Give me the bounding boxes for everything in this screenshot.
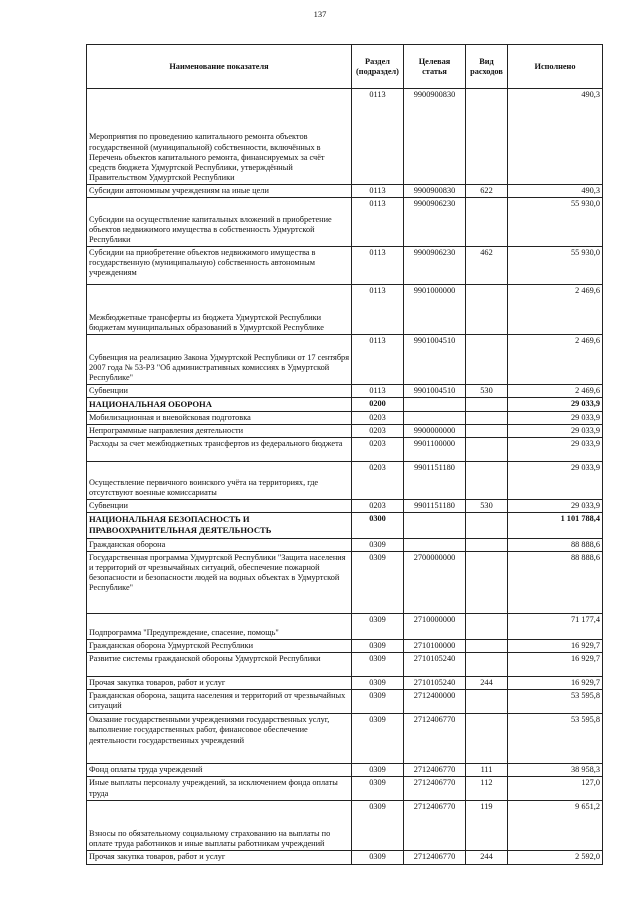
row-name: Субвенция на реализацию Закона Удмуртской Республики от 17 сентября 2007 года № 53-РЗ "Об административных комиссиях в Удмуртской Республике" <box>87 335 352 385</box>
row-target-article: 9900000000 <box>404 424 466 437</box>
row-executed: 9 651,2 <box>508 801 603 851</box>
row-section: 0113 <box>352 335 404 385</box>
row-section: 0309 <box>352 764 404 777</box>
row-executed: 88 888,6 <box>508 539 603 552</box>
row-expense-type <box>466 614 508 640</box>
row-executed: 55 930,0 <box>508 198 603 247</box>
row-executed: 29 033,9 <box>508 461 603 499</box>
table-row <box>87 552 603 614</box>
table-header-row <box>87 45 603 89</box>
row-target-article <box>404 513 466 539</box>
table-row <box>87 411 603 424</box>
row-name: Гражданская оборона, защита населения и территорий от чрезвычайных ситуаций <box>87 690 352 714</box>
row-section: 0309 <box>352 714 404 764</box>
row-expense-type: 111 <box>466 764 508 777</box>
row-target-article <box>404 398 466 411</box>
row-expense-type <box>466 198 508 247</box>
table-row <box>87 198 603 247</box>
row-target-article: 9900906230 <box>404 247 466 285</box>
row-target-article: 9901004510 <box>404 385 466 398</box>
table-row <box>87 385 603 398</box>
row-target-article: 9901000000 <box>404 285 466 335</box>
table-row <box>87 461 603 499</box>
table-row <box>87 499 603 512</box>
row-expense-type <box>466 653 508 677</box>
row-section: 0309 <box>352 677 404 690</box>
row-section: 0113 <box>352 247 404 285</box>
table-row <box>87 89 603 185</box>
row-target-article <box>404 539 466 552</box>
row-section: 0309 <box>352 777 404 801</box>
row-expense-type <box>466 714 508 764</box>
row-name: Мероприятия по проведению капитального ремонта объектов государственной (муниципальной) собственности, включённых в Перечень объектов капитального ремонта, финансируемых за счёт средств бюджета Удмуртской Республики, утверждённый Правительством Удмуртской Республики <box>87 89 352 185</box>
row-target-article: 2710105240 <box>404 653 466 677</box>
page-number: 137 <box>313 9 327 19</box>
table-row <box>87 614 603 640</box>
row-name: Развитие системы гражданской обороны Удмуртской Республики <box>87 653 352 677</box>
row-name: Субсидии на осуществление капитальных вложений в приобретение объектов недвижимого имущества в собственность Удмуртской Республики <box>87 198 352 247</box>
table-row <box>87 185 603 198</box>
row-section: 0309 <box>352 552 404 614</box>
row-section: 0113 <box>352 185 404 198</box>
table-row <box>87 335 603 385</box>
table-row <box>87 437 603 461</box>
table-row <box>87 801 603 851</box>
row-section: 0309 <box>352 690 404 714</box>
row-target-article: 9900906230 <box>404 198 466 247</box>
row-target-article: 9901100000 <box>404 437 466 461</box>
row-executed: 490,3 <box>508 185 603 198</box>
row-expense-type <box>466 437 508 461</box>
table-row <box>87 677 603 690</box>
table-row <box>87 777 603 801</box>
row-executed: 53 595,8 <box>508 690 603 714</box>
row-name: НАЦИОНАЛЬНАЯ БЕЗОПАСНОСТЬ И ПРАВООХРАНИТЕЛЬНАЯ ДЕЯТЕЛЬНОСТЬ <box>87 513 352 539</box>
row-target-article: 2710100000 <box>404 640 466 653</box>
row-expense-type <box>466 690 508 714</box>
row-expense-type: 462 <box>466 247 508 285</box>
row-target-article <box>404 411 466 424</box>
table-row <box>87 690 603 714</box>
row-section: 0300 <box>352 513 404 539</box>
row-executed: 55 930,0 <box>508 247 603 285</box>
row-target-article: 2712400000 <box>404 690 466 714</box>
header-name: Наименование показателя <box>87 45 352 89</box>
row-name: Гражданская оборона <box>87 539 352 552</box>
row-section: 0203 <box>352 437 404 461</box>
row-expense-type: 530 <box>466 499 508 512</box>
row-name: Фонд оплаты труда учреждений <box>87 764 352 777</box>
row-expense-type: 530 <box>466 385 508 398</box>
row-section: 0203 <box>352 461 404 499</box>
row-name: Субсидии автономным учреждениям на иные цели <box>87 185 352 198</box>
table-row <box>87 714 603 764</box>
row-expense-type <box>466 640 508 653</box>
header-section: Раздел (подраздел) <box>352 45 404 89</box>
row-name: Прочая закупка товаров, работ и услуг <box>87 677 352 690</box>
row-name: Межбюджетные трансферты из бюджета Удмуртской Республики бюджетам муниципальных образований в Удмуртской Республике <box>87 285 352 335</box>
row-executed: 16 929,7 <box>508 653 603 677</box>
row-section: 0309 <box>352 539 404 552</box>
row-target-article: 2712406770 <box>404 777 466 801</box>
row-expense-type <box>466 89 508 185</box>
row-executed: 88 888,6 <box>508 552 603 614</box>
row-section: 0309 <box>352 801 404 851</box>
table-row <box>87 398 603 411</box>
row-name: Расходы за счет межбюджетных трансфертов из федерального бюджета <box>87 437 352 461</box>
row-executed: 29 033,9 <box>508 499 603 512</box>
row-section: 0309 <box>352 614 404 640</box>
row-expense-type <box>466 513 508 539</box>
row-name: Гражданская оборона Удмуртской Республики <box>87 640 352 653</box>
table-row <box>87 285 603 335</box>
row-expense-type: 112 <box>466 777 508 801</box>
table-row <box>87 764 603 777</box>
row-executed: 1 101 788,4 <box>508 513 603 539</box>
row-name: Взносы по обязательному социальному страхованию на выплаты по оплате труда работников и иные выплаты работникам учреждений <box>87 801 352 851</box>
row-expense-type <box>466 398 508 411</box>
row-target-article: 2712406770 <box>404 851 466 865</box>
row-target-article: 9901151180 <box>404 461 466 499</box>
row-section: 0309 <box>352 851 404 865</box>
row-section: 0309 <box>352 653 404 677</box>
row-executed: 29 033,9 <box>508 424 603 437</box>
row-executed: 29 033,9 <box>508 411 603 424</box>
row-executed: 16 929,7 <box>508 677 603 690</box>
row-executed: 53 595,8 <box>508 714 603 764</box>
table-row <box>87 640 603 653</box>
row-target-article: 9900900830 <box>404 185 466 198</box>
row-section: 0113 <box>352 89 404 185</box>
row-executed: 2 469,6 <box>508 335 603 385</box>
budget-execution-table <box>86 44 603 865</box>
row-executed: 490,3 <box>508 89 603 185</box>
row-section: 0309 <box>352 640 404 653</box>
row-target-article: 2712406770 <box>404 764 466 777</box>
header-expense-type: Вид расходов <box>466 45 508 89</box>
row-expense-type: 244 <box>466 677 508 690</box>
row-target-article: 2710105240 <box>404 677 466 690</box>
header-target-article: Целевая статья <box>404 45 466 89</box>
row-executed: 29 033,9 <box>508 437 603 461</box>
row-expense-type: 119 <box>466 801 508 851</box>
row-expense-type <box>466 424 508 437</box>
row-executed: 2 469,6 <box>508 285 603 335</box>
row-name: Субсидии на приобретение объектов недвижимого имущества в государственную (муниципальную) собственность автономным учреждениям <box>87 247 352 285</box>
row-target-article: 2712406770 <box>404 801 466 851</box>
row-name: Осуществление первичного воинского учёта на территориях, где отсутствуют военные комиссариаты <box>87 461 352 499</box>
row-executed: 38 958,3 <box>508 764 603 777</box>
row-name: Мобилизационная и вневойсковая подготовка <box>87 411 352 424</box>
table-row <box>87 851 603 865</box>
row-name: Иные выплаты персоналу учреждений, за исключением фонда оплаты труда <box>87 777 352 801</box>
row-executed: 2 469,6 <box>508 385 603 398</box>
row-executed: 29 033,9 <box>508 398 603 411</box>
row-section: 0113 <box>352 198 404 247</box>
header-executed: Исполнено <box>508 45 603 89</box>
table-row <box>87 424 603 437</box>
row-target-article: 2712406770 <box>404 714 466 764</box>
row-expense-type <box>466 552 508 614</box>
table-row <box>87 247 603 285</box>
row-target-article: 2710000000 <box>404 614 466 640</box>
row-expense-type <box>466 285 508 335</box>
row-name: Субвенции <box>87 385 352 398</box>
table-row <box>87 653 603 677</box>
row-executed: 71 177,4 <box>508 614 603 640</box>
row-section: 0113 <box>352 385 404 398</box>
row-section: 0203 <box>352 411 404 424</box>
row-section: 0113 <box>352 285 404 335</box>
row-section: 0203 <box>352 499 404 512</box>
row-target-article: 9901004510 <box>404 335 466 385</box>
row-expense-type <box>466 539 508 552</box>
row-name: Прочая закупка товаров, работ и услуг <box>87 851 352 865</box>
row-target-article: 2700000000 <box>404 552 466 614</box>
row-section: 0203 <box>352 424 404 437</box>
table-row <box>87 539 603 552</box>
row-target-article: 9900900830 <box>404 89 466 185</box>
row-name: Подпрограмма "Предупреждение, спасение, помощь" <box>87 614 352 640</box>
row-executed: 2 592,0 <box>508 851 603 865</box>
table-row <box>87 513 603 539</box>
row-name: НАЦИОНАЛЬНАЯ ОБОРОНА <box>87 398 352 411</box>
row-executed: 127,0 <box>508 777 603 801</box>
row-name: Оказание государственными учреждениями государственных услуг, выполнение государственных работ, финансовое обеспечение деятельности государственных учреждений <box>87 714 352 764</box>
row-target-article: 9901151180 <box>404 499 466 512</box>
row-expense-type: 622 <box>466 185 508 198</box>
row-name: Государственная программа Удмуртской Республики "Защита населения и территорий от чрезвычайных ситуаций, обеспечение пожарной безопасности и безопасности людей на водных объектах в Удмуртской Республике" <box>87 552 352 614</box>
row-name: Непрограммные направления деятельности <box>87 424 352 437</box>
row-executed: 16 929,7 <box>508 640 603 653</box>
row-expense-type <box>466 461 508 499</box>
row-name: Субвенции <box>87 499 352 512</box>
row-expense-type <box>466 335 508 385</box>
row-expense-type: 244 <box>466 851 508 865</box>
row-section: 0200 <box>352 398 404 411</box>
row-expense-type <box>466 411 508 424</box>
